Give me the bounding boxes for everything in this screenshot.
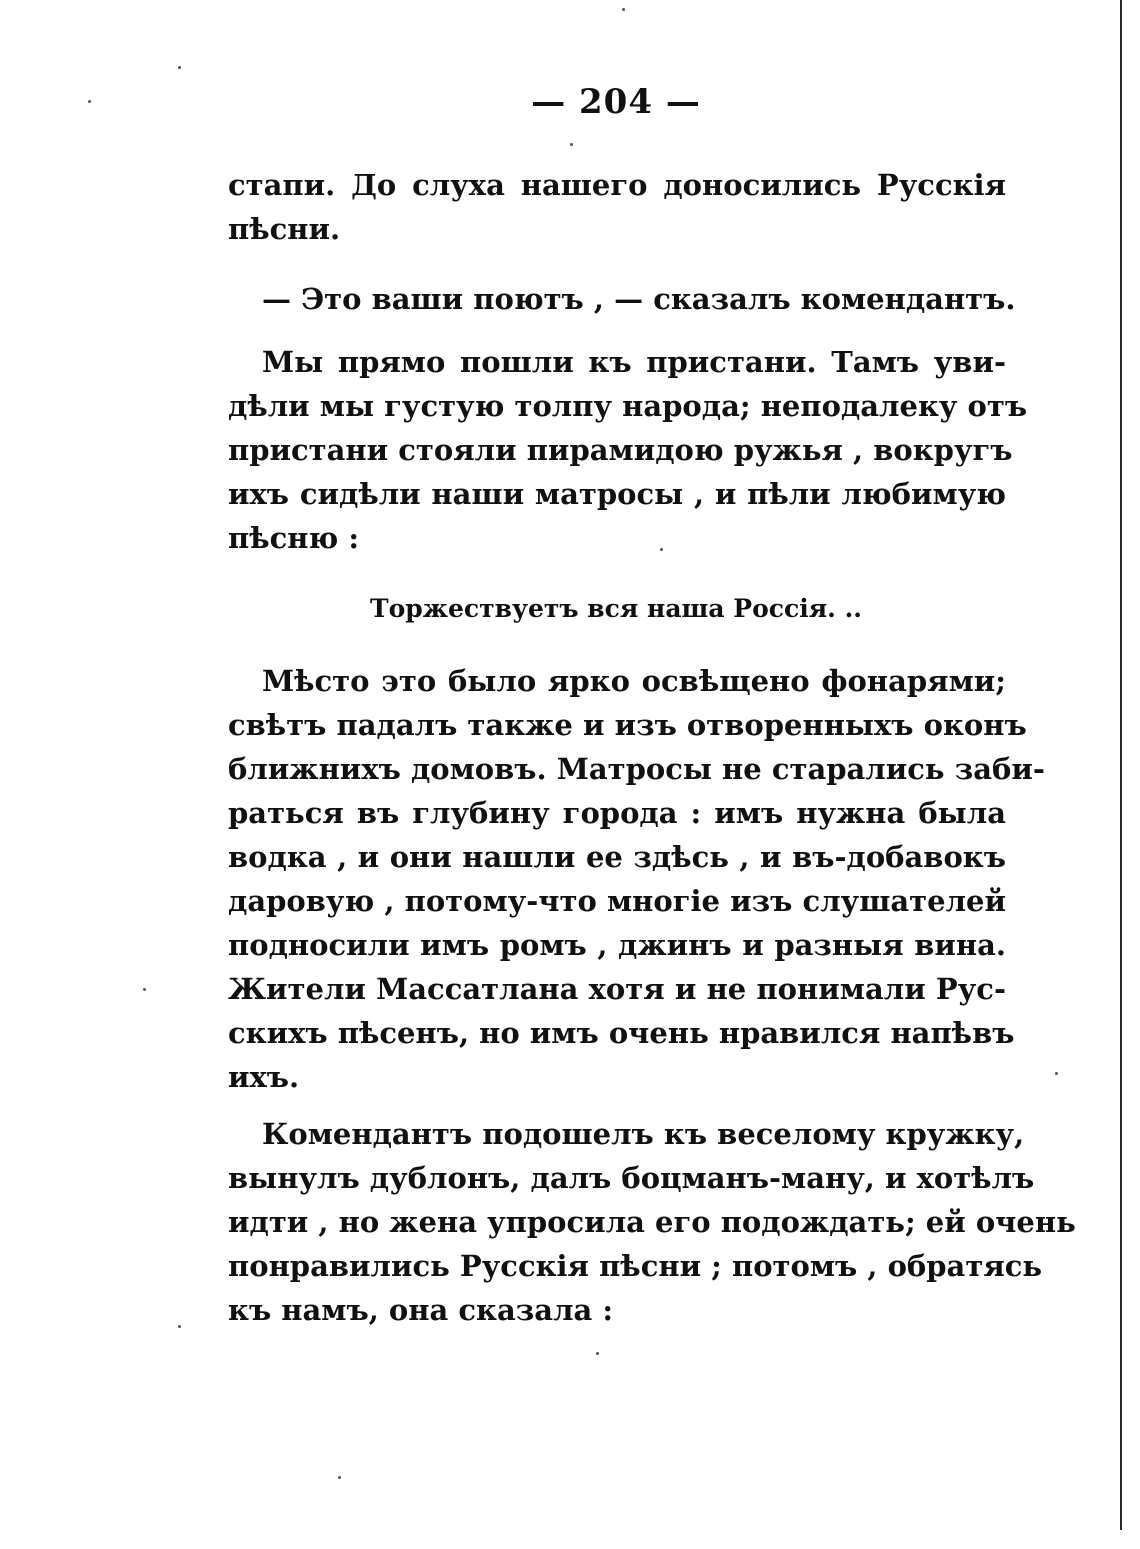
text-line: Мѣсто это было ярко освѣщено фонарями; bbox=[262, 664, 1006, 698]
text-line: Комендантъ подошелъ къ веселому кружку, bbox=[262, 1117, 1025, 1151]
text-line: пристани стояли пирамидою ружья , вокругъ bbox=[228, 433, 1013, 467]
paragraph-3 bbox=[228, 340, 1028, 560]
paragraph-5 bbox=[228, 1112, 1076, 1332]
text-line: ближнихъ домовъ. Матросы не старались заби- bbox=[228, 752, 1045, 786]
scan-speck bbox=[178, 66, 181, 69]
scan-speck bbox=[178, 1325, 181, 1328]
text-line: Мы прямо пошли къ пристани. Тамъ уви- bbox=[262, 345, 1006, 379]
scan-speck bbox=[1055, 1072, 1058, 1075]
scan-speck bbox=[596, 1352, 599, 1355]
scan-speck bbox=[338, 1476, 341, 1479]
text-line: пѣсни. bbox=[228, 212, 341, 246]
text-line: дѣли мы густую толпу народа; неподалеку отъ bbox=[228, 389, 1028, 423]
paragraph-4 bbox=[228, 659, 1045, 1099]
text-line: даровую , потому-что многіе изъ слушателей bbox=[228, 884, 1006, 918]
text-line: водка , и они нашли ее здѣсь , и въ-добавокъ bbox=[228, 840, 1006, 874]
text-line: подносили имъ ромъ , джинъ и разныя вина. bbox=[228, 928, 1006, 962]
text-line: раться въ глубину города : имъ нужна была bbox=[228, 796, 1006, 830]
page-number: — 204 — bbox=[531, 82, 701, 122]
paragraph-2 bbox=[228, 277, 1016, 321]
text-line: ихъ. bbox=[228, 1060, 300, 1094]
text-line: ихъ сидѣли наши матросы , и пѣли любимую bbox=[228, 477, 1006, 511]
text-line: понравились Русскія пѣсни ; потомъ , обратясь bbox=[228, 1249, 1043, 1283]
text-line: скихъ пѣсенъ, но имъ очень нравился напѣвъ bbox=[228, 1016, 1015, 1050]
song-epigraph: Торжествуетъ вся наша Россія. .. bbox=[369, 594, 862, 623]
text-line: — Это ваши поютъ , — сказалъ комендантъ. bbox=[262, 282, 1016, 316]
text-line: свѣтъ падалъ также и изъ отворенныхъ оконъ bbox=[228, 708, 1027, 742]
text-line: вынулъ дублонъ, далъ боцманъ-ману, и хотѣлъ bbox=[228, 1161, 1035, 1195]
scan-speck bbox=[660, 548, 663, 551]
text-line: стапи. До слуха нашего доносились Русскія bbox=[228, 168, 1006, 202]
text-line: пѣсню : bbox=[228, 521, 360, 555]
scan-speck bbox=[622, 8, 625, 11]
scan-speck bbox=[88, 100, 91, 103]
page-edge-line bbox=[1120, 0, 1122, 1530]
paragraph-1 bbox=[228, 163, 1006, 251]
text-line: къ намъ, она сказала : bbox=[228, 1293, 614, 1327]
text-line: идти , но жена упросила его подождать; ей очень bbox=[228, 1205, 1076, 1239]
scan-speck bbox=[143, 988, 146, 991]
scan-speck bbox=[570, 143, 573, 146]
text-line: Жители Массатлана хотя и не понимали Рус- bbox=[228, 972, 1006, 1006]
